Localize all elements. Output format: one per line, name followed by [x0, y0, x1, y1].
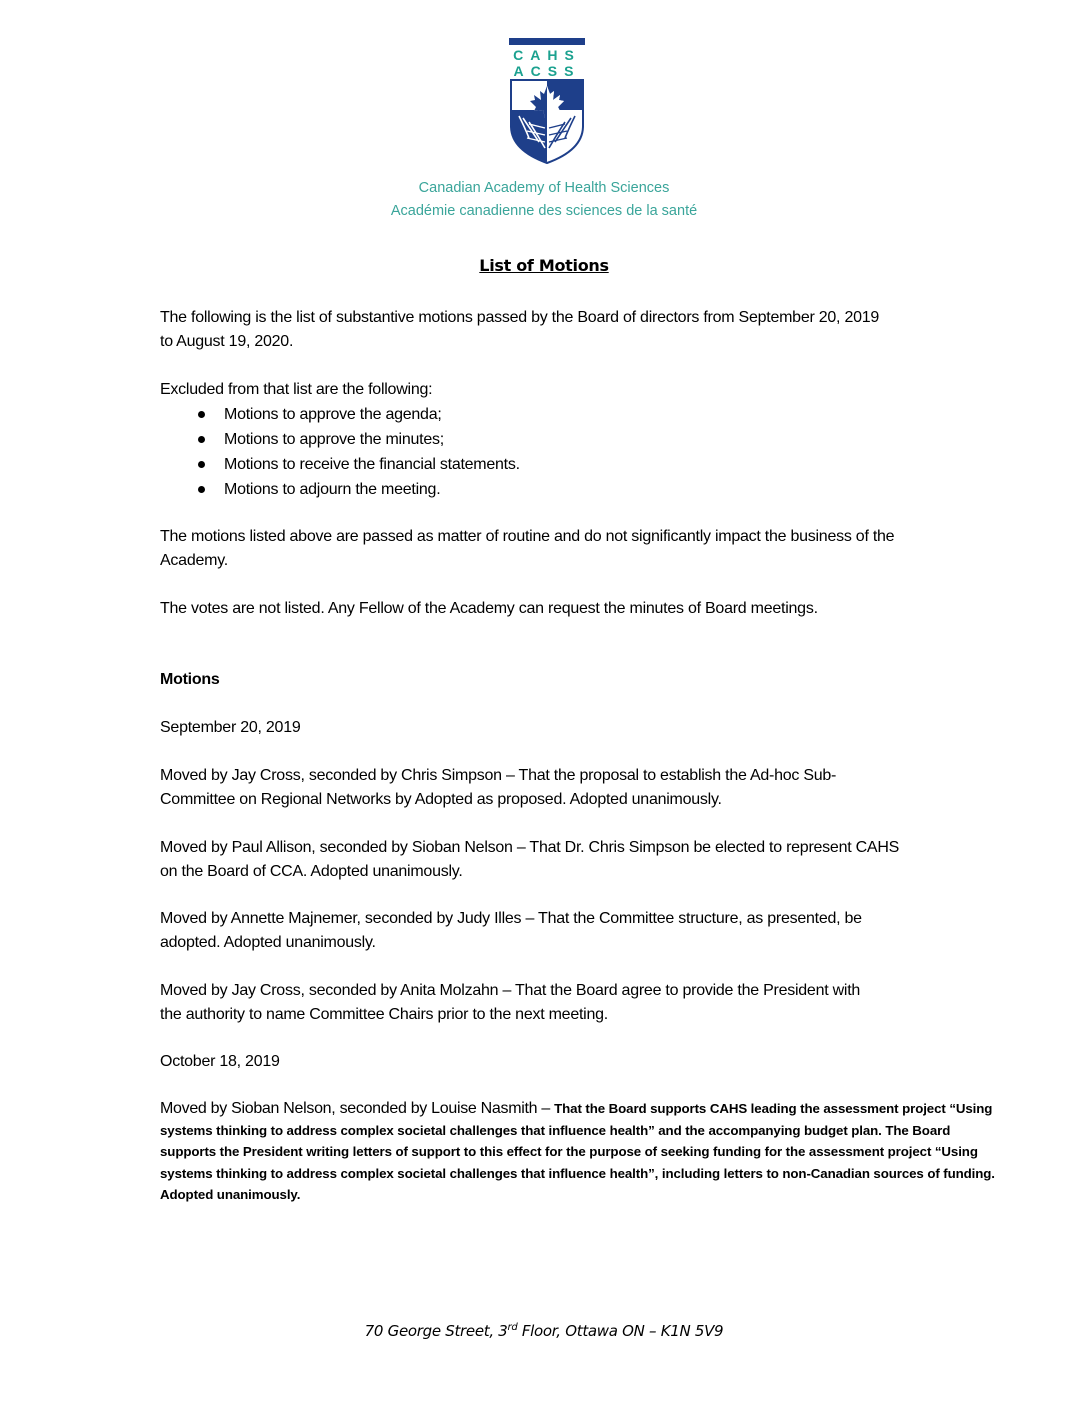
logo-text-cahs: CAHS	[513, 47, 581, 63]
bullet-icon	[198, 486, 205, 493]
bullet-icon	[198, 461, 205, 468]
votes-paragraph: The votes are not listed. Any Fellow of the Academy can request the minutes of Board meetings.	[160, 600, 818, 617]
motion-item: Moved by Annette Majnemer, seconded by Judy Illes – That the Committee structure, as presented, be adopted. Adopted unanimously.	[160, 910, 862, 951]
cahs-logo	[509, 38, 585, 164]
org-name-english: Canadian Academy of Health Sciences	[418, 180, 670, 196]
routine-paragraph: The motions listed above are passed as matter of routine and do not significantly impact the business of the Academy.	[160, 528, 895, 569]
excluded-heading: Excluded from that list are the following:	[160, 381, 433, 398]
excluded-item: Motions to approve the agenda;	[160, 402, 520, 427]
motions-heading: Motions	[160, 671, 220, 688]
intro-paragraph: The following is the list of substantive motions passed by the Board of directors from September 20, 2019 to August 19, 2020.	[160, 309, 880, 350]
bullet-icon	[198, 411, 205, 418]
motion-item	[160, 1098, 1000, 1206]
motion-text: That the Board supports CAHS leading the assessment project “Using systems thinking to address complex societal challenges that influence health” and the accompanying budget plan. The Board supports the President writing letters of support to this effect for the purpose of seeking funding for the assessment project “Using systems thinking to address complex societal challenges that influence health”, including letters to non-Canadian sources of funding. Adopted unanimously.	[160, 1101, 995, 1202]
maple-leaf-shield-icon	[509, 38, 585, 164]
excluded-item: Motions to adjourn the meeting.	[160, 477, 520, 502]
meeting-date: October 18, 2019	[160, 1053, 280, 1070]
excluded-item: Motions to approve the minutes;	[160, 427, 520, 452]
footer-address: 70 George Street, 3rd Floor, Ottawa ON – K1N 5V9	[364, 1322, 724, 1340]
excluded-item: Motions to receive the financial statements.	[160, 452, 520, 477]
meeting-date: September 20, 2019	[160, 719, 301, 736]
bullet-icon	[198, 436, 205, 443]
logo-text-acss: ACSS	[513, 63, 581, 79]
motion-mover: Moved by Sioban Nelson, seconded by Louise Nasmith –	[160, 1100, 555, 1117]
motion-item: Moved by Paul Allison, seconded by Sioban Nelson – That Dr. Chris Simpson be elected to represent CAHS on the Board of CCA. Adopted unanimously.	[160, 839, 900, 880]
org-name-french: Académie canadienne des sciences de la santé	[390, 203, 698, 219]
motion-item: Moved by Jay Cross, seconded by Anita Molzahn – That the Board agree to provide the President with the authority to name Committee Chairs prior to the next meeting.	[160, 982, 861, 1023]
motion-item: Moved by Jay Cross, seconded by Chris Simpson – That the proposal to establish the Ad-hoc Sub-Committee on Regional Networks by Adopted as proposed. Adopted unanimously.	[160, 767, 837, 808]
excluded-list	[160, 402, 520, 502]
document-title: List of Motions	[479, 256, 609, 275]
